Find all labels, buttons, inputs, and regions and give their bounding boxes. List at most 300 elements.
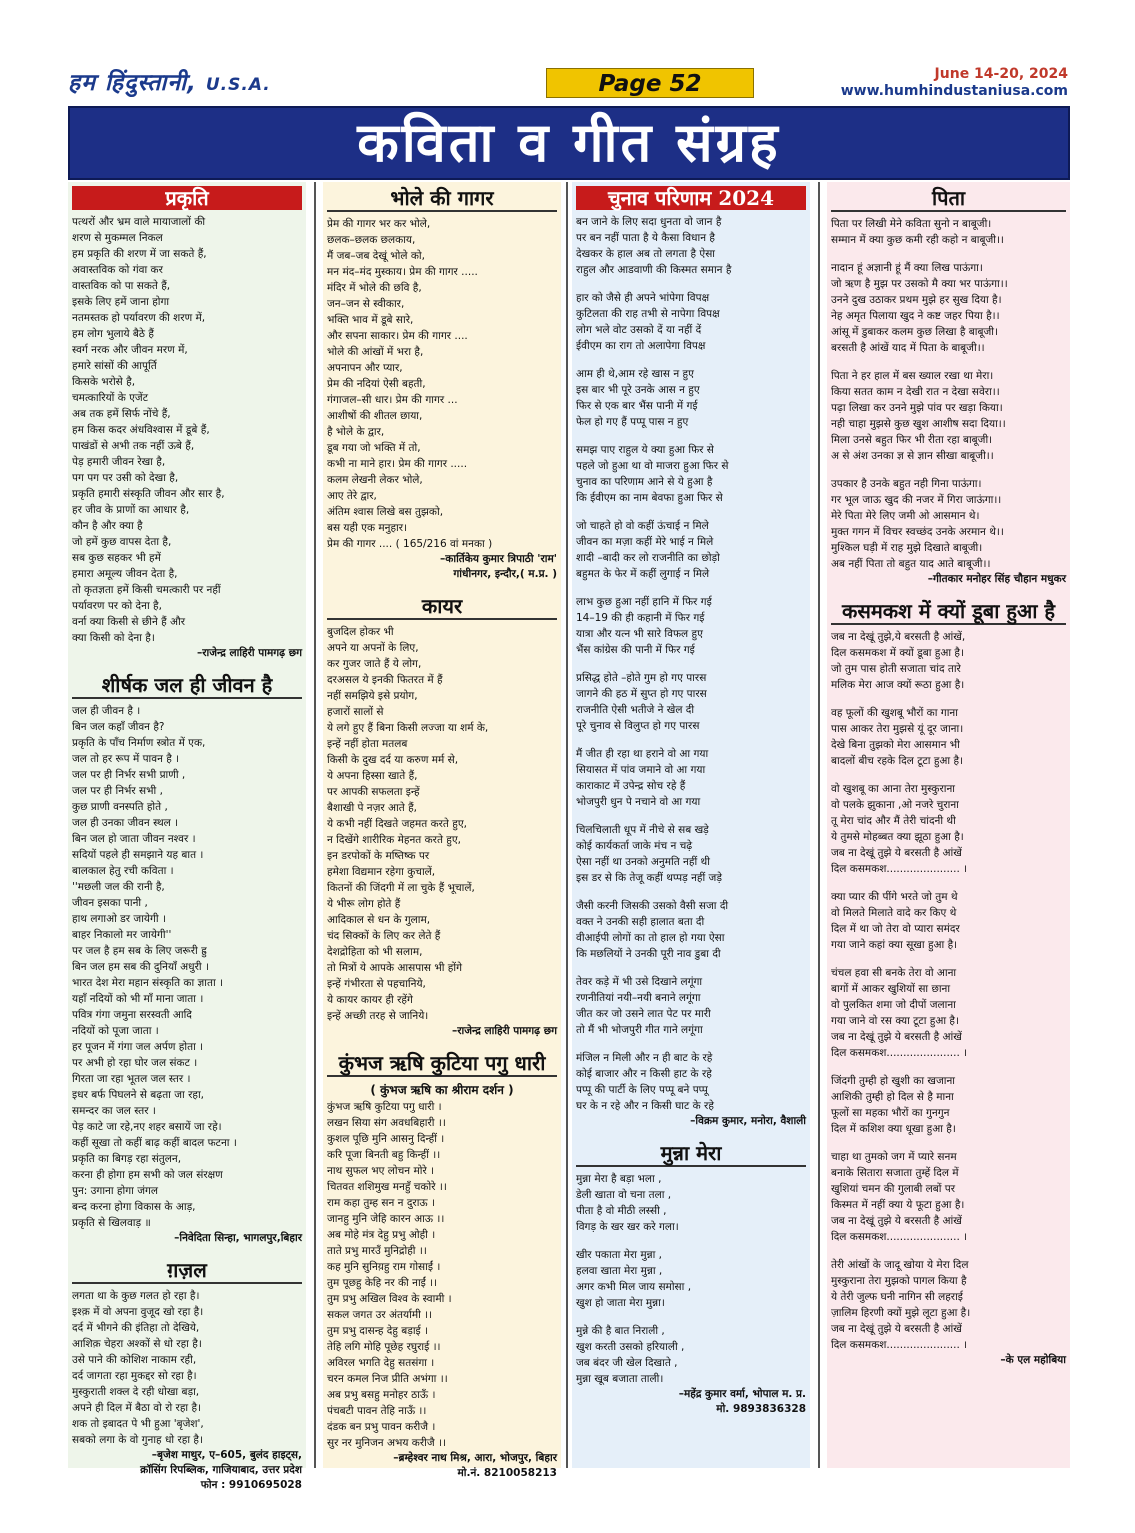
poem-line: जो चाहते हो वो कहीं ऊंचाई न मिले bbox=[576, 520, 709, 532]
poem-line: कि मछलियों ने उनकी पूरी नाव डुबा दी bbox=[576, 948, 721, 960]
poem-line: इस डर से कि तेजू कहीं थप्पड़ नहीं जड़े bbox=[576, 872, 722, 884]
poem-line: प्रकृति का बिगड़ रहा संतुलन, bbox=[72, 1153, 182, 1165]
poem-line: देखकर के हाल अब तो लगता है ऐसा bbox=[576, 248, 716, 260]
stanza-gap bbox=[576, 1235, 806, 1247]
poem-line: विगड़ के खर खर करे गला। bbox=[576, 1221, 679, 1233]
page-number: Page 52 bbox=[546, 68, 754, 98]
poem-line: पर्यावरण पर को देना है, bbox=[72, 600, 162, 612]
poem-line: उसे पाने की कोशिश नाकाम रही, bbox=[72, 1354, 197, 1366]
stanza-gap bbox=[576, 886, 806, 898]
poem-line: नहीं समझिये इसे प्रयोग, bbox=[327, 690, 418, 702]
stanza-gap bbox=[831, 1245, 1066, 1257]
poem-line: ''मछली जल की रानी है, bbox=[72, 881, 165, 893]
poem-line: जो तुम पास होती सजाता चांद तारे bbox=[831, 663, 961, 675]
poem-line: वर्ना क्या किसी से छीने हैं और bbox=[72, 616, 186, 628]
poem-line: पढ़ा लिखा कर उनने मुझे पांव पर खड़ा किया। bbox=[831, 402, 1003, 414]
poem-line: अपनापन और प्यार, bbox=[327, 362, 403, 374]
stanza-gap bbox=[576, 1038, 806, 1050]
poem-line: हमारा अमूल्य जीवन देता है, bbox=[72, 568, 178, 580]
poem-line: ये कभी नहीं दिखते जहमत करते हुए, bbox=[327, 818, 467, 830]
stanza-gap bbox=[831, 953, 1066, 965]
poem-line: भोले की आंखों में भरा है, bbox=[327, 346, 424, 358]
poem-line: खुश हो जाता मेरा मुन्ना। bbox=[576, 1297, 665, 1309]
poem-line: पीता है वो मीठी लस्सी , bbox=[576, 1205, 667, 1217]
poem-line: ज़ालिम हिरणी क्यों मुझे लूटा हुआ है। bbox=[831, 1307, 971, 1319]
poem-line: तो मैं भी भोजपुरी गीत गाने लगूंगा bbox=[576, 1024, 703, 1036]
poem-title: प्रकृति bbox=[72, 186, 302, 210]
poem-line: जीवन का मज़ा कहीं मेरे भाई न मिले bbox=[576, 536, 714, 548]
poem-line: कुछ प्राणी वनस्पति होते , bbox=[72, 801, 168, 813]
poem-line: कोई कार्यकर्ता जाके मंच न चढ़े bbox=[576, 840, 693, 852]
poem-line: चमत्कारियों के एजेंट bbox=[72, 392, 149, 404]
poem-line: चितवत शशिमुख मनहुँ चकोरे ।। bbox=[327, 1181, 447, 1193]
poem-line: मिला उनसे बहुत फिर भी रीता रहा बाबूजी। bbox=[831, 434, 993, 446]
poem-line: प्रकृति के पाँच निर्माण स्त्रोत में एक, bbox=[72, 737, 206, 749]
poem-line: मुक्त गगन में विचर स्वच्छंद उनके अरमान थे।। bbox=[831, 526, 1004, 538]
poem-line: करि पूजा बिनती बहु किन्हीं ।। bbox=[327, 1149, 441, 1161]
poem-line: दंडक बन प्रभु पावन करीजै । bbox=[327, 1421, 436, 1433]
poem-line: हम लोग भुलाये बैठे हैं bbox=[72, 328, 154, 340]
poem-line: इन्हें गंभीरता से पहचानिये, bbox=[327, 978, 426, 990]
poem-line: दिल कसमकश...................... । bbox=[831, 863, 968, 875]
poem-line: नतमस्तक हो पर्यावरण की शरण में, bbox=[72, 312, 206, 324]
poem-credit: –महेंद्र कुमार वर्मा, भोपाल म. प्र. bbox=[678, 1388, 806, 1400]
poem-line: दिल कसमकश में क्यों डूबा हुआ है। bbox=[831, 647, 964, 659]
poem-line: अब प्रभु बसहु मनोहर ठाऊँ । bbox=[327, 1389, 436, 1401]
poem-line: है भोले के द्वार, bbox=[327, 426, 385, 438]
poem-line: भोजपुरी धुन पे नचाने वो आ गया bbox=[576, 796, 701, 808]
poem-line: चंचल हवा सी बनके तेरा वो आना bbox=[831, 967, 957, 979]
poem-line: जैसी करनी जिसकी उसको वैसी सजा दी bbox=[576, 900, 729, 912]
poem-line: ऐसा नहीं था उनको अनुमति नहीं थी bbox=[576, 856, 710, 868]
poem-line: जागने की हठ में सुप्त हो गए पारस bbox=[576, 688, 707, 700]
poem-line: छलक–छलक छलकाय, bbox=[327, 234, 416, 246]
poem-line: जब ना देखूं तुझे ये बरसती है आंखें bbox=[831, 1215, 962, 1227]
poem-line: जब ना देखूं तुझे ये बरसती है आंखें bbox=[831, 1323, 962, 1335]
poem-line: सुर नर मुनिजन अभय करीजै ।। bbox=[327, 1437, 446, 1449]
poem-line: मुन्ना मेरा है बड़ा भला , bbox=[576, 1173, 662, 1185]
poem-line: हजारों सालों से bbox=[327, 706, 384, 718]
poem-line: दिल में कशिश क्या धूखा हुआ है। bbox=[831, 1123, 956, 1135]
poem-line: जल पर ही निर्भर सभी प्राणी , bbox=[72, 769, 186, 781]
poem-line: ताते प्रभु मारउँ मुनिद्रोही ।। bbox=[327, 1245, 427, 1257]
poem-line: शादी –बादी कर लो राजनीति का छोड़ो bbox=[576, 552, 720, 564]
poem-line: कुशल पूछि मुनि आसनु दिन्हीं । bbox=[327, 1133, 445, 1145]
poem-line: हमेशा विद्यमान रहेगा कुचालें, bbox=[327, 866, 436, 878]
stanza-gap bbox=[831, 464, 1066, 476]
poem-line: आशीषों की शीतल छाया, bbox=[327, 410, 423, 422]
poem-line: चाहा था तुमको जग में प्यारे सनम bbox=[831, 1151, 957, 1163]
poem-line: उपकार है उनके बहुत नही गिना पाऊंगा। bbox=[831, 478, 982, 490]
poem-line: तेवर कड़े में भी उसे दिखाने लगूंगा bbox=[576, 976, 703, 988]
poem-line: तेरी आंखों के जादू खोया ये मेरा दिल bbox=[831, 1259, 969, 1271]
poem-title: भोले की गागर bbox=[327, 186, 557, 212]
stanza-gap bbox=[831, 877, 1066, 889]
poem-line: चिलचिलाती धूप में नीचे से सब खड़े bbox=[576, 824, 709, 836]
poem-line: अंतिम श्वास लिखे बस तुझको, bbox=[327, 506, 444, 518]
poem-credit: क्रॉसिंग रिपब्लिक, गाजियाबाद, उत्तर प्रदेश bbox=[140, 1464, 302, 1476]
poem-line: वह फूलों की खुशबू भौरों का गाना bbox=[831, 707, 958, 719]
poem-line: जब ना देखूं तुझे,ये बरसती है आंखें, bbox=[831, 631, 966, 643]
poem-line: उनने दुख उठाकर प्रथम मुझे हर सुख दिया है। bbox=[831, 294, 1002, 306]
poem-credit: –राजेन्द्र लाहिरी पामगढ़ छग bbox=[451, 1025, 557, 1037]
poem-line: बरसती है आंखें याद में पिता के बाबूजी।। bbox=[831, 342, 985, 354]
poem-line: बिन जल हम सब की दुनियाँ अधुरी । bbox=[72, 961, 209, 973]
poem-line: किसी के दुख दर्द या करुण मर्म से, bbox=[327, 754, 459, 766]
poem-line: कह मुनि सुनिय़हु राम गोसाईं । bbox=[327, 1261, 441, 1273]
poem-line: क्या प्यार की पींगे भरते जो तुम थे bbox=[831, 891, 958, 903]
poem-title: कायर bbox=[327, 594, 557, 620]
poem-line: तो मित्रों ये आपके आसपास भी होंगे bbox=[327, 962, 463, 974]
poem-line: पूरे चुनाव से विलुप्त हो गए पारस bbox=[576, 720, 700, 732]
poem-line: सबको लगा के वो गुनाह धो रहा है। bbox=[72, 1434, 203, 1446]
poem-subtitle: ( कुंभज ऋषि का श्रीराम दर्शन ) bbox=[370, 1083, 514, 1097]
poem-line: जिंदगी तुम्ही हो खुशी का खजाना bbox=[831, 1075, 956, 1087]
poem-line: इधर बर्फ पिघलने से बढ़ता जा रहा, bbox=[72, 1089, 205, 1101]
poem-line: कर गुजर जाते हैं ये लोग, bbox=[327, 658, 422, 670]
poem-line: अविरल भगति देहु सतसंगा । bbox=[327, 1357, 435, 1369]
poem-line: बुजदिल होकर भी bbox=[327, 626, 394, 638]
poem-line: मुन्ना खूब बजाता ताली। bbox=[576, 1373, 664, 1385]
poem-line: इन्हें नहीं होता मतलब bbox=[327, 738, 408, 750]
poem-line: पाखंडों से अभी तक नहीं ऊबे हैं, bbox=[72, 440, 195, 452]
poem-credit: –गीतकार मनोहर सिंह चौहान मधुकर bbox=[927, 573, 1066, 585]
poem-line: वक्त ने उनकी सही हालात बता दी bbox=[576, 916, 705, 928]
poem-credit: –बृजेश माथुर, ए–605, बुलंद हाइट्स, bbox=[151, 1449, 302, 1461]
poem-line: डूब गया जो भक्ति में तो, bbox=[327, 442, 421, 454]
poem-line: जल पर ही निर्भर सभी , bbox=[72, 785, 163, 797]
poem-credit: –ब्रम्हेश्वर नाथ मिश्र, आरा, भोजपुर, बिहार bbox=[393, 1452, 557, 1464]
poem-line: अगर कभी मिल जाय समोसा , bbox=[576, 1281, 692, 1293]
poem-line: लाभ कुछ हुआ नहीं हानि में फिर गई bbox=[576, 596, 712, 608]
poem-line: यात्रा और यत्न भी सारे विफल हुए bbox=[576, 628, 703, 640]
poem-line: मेरे पिता मेरे लिए जमी ओ आसमान थे। bbox=[831, 510, 980, 522]
poem-line: काराकाट में उपेन्द्र सोच रहे हैं bbox=[576, 780, 686, 792]
stanza-gap bbox=[576, 810, 806, 822]
poem-line: खीर पकाता मेरा मुन्ना , bbox=[576, 1249, 663, 1261]
poem-line: पंचबटी पावन तेहि नाऊँ ।। bbox=[327, 1405, 427, 1417]
poem-line: गया जाने कहां क्या सूखा हुआ है। bbox=[831, 939, 958, 951]
poem-line: ये लगे हुए हैं बिना किसी लज्जा या शर्म के, bbox=[327, 722, 489, 734]
poem-line: जीत कर जो उसने लात पेट पर मारी bbox=[576, 1008, 711, 1020]
poem-title: शीर्षक जल ही जीवन है bbox=[72, 673, 302, 699]
poem-line: रणनीतियां नयी–नयी बनाने लगूंगा bbox=[576, 992, 701, 1004]
stanza-gap bbox=[831, 248, 1066, 260]
poem-line: गर भूल जाऊ खुद की नजर में गिरा जाऊंगा।। bbox=[831, 494, 1002, 506]
poem-line: चुनाव का परिणाम आने से ये हुआ है bbox=[576, 476, 713, 488]
poem-line: प्रसिद्ध होते –होते गुम हो गए पारस bbox=[576, 672, 707, 684]
stanza-gap bbox=[576, 962, 806, 974]
poem-line: अब तक हमें सिर्फ नोंचे हैं, bbox=[72, 408, 171, 420]
poem-line: लोग भले वोट उसको दें या नहीं दें bbox=[576, 324, 702, 336]
poem-line: जल तो हर रूप में पावन है । bbox=[72, 753, 180, 765]
poem-line: मुस्कुराना तेरा मुझको पागल किया है bbox=[831, 1275, 967, 1287]
poem-line: नाथ सुफल भए लोचन मोरे । bbox=[327, 1165, 435, 1177]
poem-line: शक तो इबादत पे भी हुआ 'बृजेश', bbox=[72, 1418, 204, 1430]
poem-line: तो कृतज्ञता हमें किसी चमत्कारी पर नहीं bbox=[72, 584, 221, 596]
column-divider bbox=[818, 182, 820, 1468]
poem-line: पिता पर लिखी मेने कविता सुनो न बाबूजी। bbox=[831, 218, 992, 230]
poem-line: आए तेरे द्वार, bbox=[327, 490, 377, 502]
poem-credit: –विक्रम कुमार, मनोरा, वैशाली bbox=[690, 1115, 806, 1127]
poem-line: इन्हें अच्छी तरह से जानिये। bbox=[327, 1010, 429, 1022]
poem-line: किस्मत में नहीं क्या ये फूटा हुआ है। bbox=[831, 1199, 965, 1211]
poem-line: बस यही एक मनुहार। bbox=[327, 522, 408, 534]
column-1 bbox=[68, 182, 306, 1491]
poem-line: ये तेरी जुल्फ घनी नागिन सी लहराई bbox=[831, 1291, 963, 1303]
poem-line: सब कुछ सहकर भी हमें bbox=[72, 552, 161, 564]
poem-line: नदियों को पूजा जाता । bbox=[72, 1025, 159, 1037]
poem-line: पिता ने हर हाल में बस ख्याल रखा था मेरा। bbox=[831, 370, 994, 382]
column-divider bbox=[314, 182, 316, 1468]
poem-line: राम कहा तुम्ह सन न दुराऊ । bbox=[327, 1197, 435, 1209]
poem-line: हमारे सांसों की आपूर्ति bbox=[72, 360, 157, 372]
poem-line: मैं जीत ही रहा था हराने वो आ गया bbox=[576, 748, 709, 760]
poem-credit: मो.नं. 8210058213 bbox=[457, 1467, 557, 1479]
poem-line: किसके भरोसे है, bbox=[72, 376, 136, 388]
poem-line: मंदिर में भोले की छवि है, bbox=[327, 282, 422, 294]
poem-line: मैं जब–जब देखूं भोले को, bbox=[327, 250, 425, 262]
poem-line: इसके लिए हमें जाना होगा bbox=[72, 296, 170, 308]
poem-title: मुन्ना मेरा bbox=[576, 1141, 806, 1167]
poem-line: प्रकृति से खिलवाड़ ॥ bbox=[72, 1217, 151, 1229]
poem-line: आम ही थे,आम रहे खास न हुए bbox=[576, 368, 694, 380]
poem-line: बहुमत के फेर में कहीं लुगाई न मिले bbox=[576, 568, 710, 580]
poem-line: अब नहीं पिता तो बहुत याद आते बाबूजी।। bbox=[831, 558, 991, 570]
poem-line: पर अभी हो रहा घोर जल संकट । bbox=[72, 1057, 198, 1069]
poem-title: चुनाव परिणाम 2024 bbox=[576, 186, 806, 210]
stanza-gap bbox=[831, 1061, 1066, 1073]
brand-suffix: U.S.A. bbox=[205, 75, 271, 95]
poem-line: बन जाने के लिए सदा धुनता वो जान है bbox=[576, 216, 722, 228]
brand-name: हम हिंदुस्तानी, bbox=[68, 70, 197, 96]
poem-line: जानहु मुनि जेहि कारन आऊ ।। bbox=[327, 1213, 445, 1225]
poem-line: कि ईवीएम का नाम बेवफा हुआ फिर से bbox=[576, 492, 723, 504]
stanza-gap bbox=[576, 734, 806, 746]
poem-line: हलवा खाता मेरा मुन्ना , bbox=[576, 1265, 663, 1277]
poem-line: भक्ति भाव में डूबे सारे, bbox=[327, 314, 414, 326]
poem-line: स्वर्ग नरक और जीवन मरण में, bbox=[72, 344, 188, 356]
poem-credit: –के एल महोबिया bbox=[1000, 1354, 1066, 1366]
poem-line: समझ पाए राहुल ये क्या हुआ फिर से bbox=[576, 444, 714, 456]
poem-line: जब ना देखूं तुझे ये बरसती है आंखें bbox=[831, 1031, 962, 1043]
poem-line: तुम पूछहु केहि नर की नाईं ।। bbox=[327, 1277, 438, 1289]
poem-line: तुम प्रभु अखिल विश्व के स्वामी । bbox=[327, 1293, 452, 1305]
poem-line: दिल कसमकश...................... । bbox=[831, 1231, 968, 1243]
poem-gap bbox=[831, 587, 1066, 599]
website-link[interactable]: www.humhindustaniusa.com bbox=[840, 83, 1068, 99]
poem-gap bbox=[72, 1246, 302, 1258]
poem-line: नादान हूं अज्ञानी हूं मैं क्या लिख पाऊंगा। bbox=[831, 262, 983, 274]
poem-line: बन्द करना होगा विकास के आड़, bbox=[72, 1201, 196, 1213]
poem-line: ये अपना हिस्सा खाते हैं, bbox=[327, 770, 418, 782]
poem-line: कभी ना माने हार। प्रेम की गागर ..... bbox=[327, 458, 468, 470]
poem-line: प्रेम की नदियां ऐसी बहती, bbox=[327, 378, 426, 390]
poem-line: कौन है और क्या है bbox=[72, 520, 143, 532]
poem-line: देखे बिना तुझको मेरा आसमान भी bbox=[831, 739, 960, 751]
poem-line: हर जीव के प्राणों का आधार है, bbox=[72, 504, 190, 516]
poem-title: पिता bbox=[831, 186, 1066, 212]
stanza-gap bbox=[576, 430, 806, 442]
stanza-gap bbox=[576, 582, 806, 594]
poem-line: ये तुमसे मोहब्बत क्या झूठा हुआ है। bbox=[831, 831, 964, 843]
poem-line: प्रकृति हमारी संस्कृति जीवन और सार है, bbox=[72, 488, 225, 500]
poem-line: बनाके सितारा सजाता तुम्हें दिल में bbox=[831, 1167, 959, 1179]
poem-line: और सपना साकार। प्रेम की गागर .... bbox=[327, 330, 468, 342]
poem-line: फेल हो गए हैं पप्पू पास न हुए bbox=[576, 416, 689, 428]
poem-line: हम प्रकृति की शरण में जा सकते हैं, bbox=[72, 248, 207, 260]
poem-gap bbox=[72, 661, 302, 673]
poem-title: कसमकश में क्यों डूबा हुआ है bbox=[831, 599, 1066, 625]
poem-line: पास आकर तेरा मुझसे यूं दूर जाना। bbox=[831, 723, 964, 735]
poem-line: आशिकी तुम्ही हो दिल से है माना bbox=[831, 1091, 954, 1103]
stanza-gap bbox=[576, 278, 806, 290]
poem-line: ये कायर कायर ही रहेंगे bbox=[327, 994, 413, 1006]
poem-line: सकल जगत उर अंतर्यामी ।। bbox=[327, 1309, 433, 1321]
column-4 bbox=[827, 182, 1070, 1468]
stanza-gap bbox=[831, 769, 1066, 781]
poem-line: आंसू में डुबाकर कलम कुछ लिखा है बाबूजी। bbox=[831, 326, 998, 338]
poem-line: किया सतत काम न देखी रात न देखा सवेरा।। bbox=[831, 386, 1000, 398]
poem-line: वो पुलकित शमा जो दीपों जलाना bbox=[831, 999, 956, 1011]
poem-line: हाथ लगाओ डर जायेगी । bbox=[72, 913, 166, 925]
poem-line: फूलों सा महका भौरों का गुनगुन bbox=[831, 1107, 950, 1119]
poem-line: हार को जैसे ही अपने भांपेगा विपक्ष bbox=[576, 292, 710, 304]
poem-line: खुशियां चमन की गुलाबी लबों पर bbox=[831, 1183, 956, 1195]
poem-line: वो पलके झुकाना ,ओ नजरे चुराना bbox=[831, 799, 959, 811]
poem-line: न दिखेंगे शारीरिक मेहनत करते हुए, bbox=[327, 834, 461, 846]
poem-line: बाहर निकालो मर जायेगी'' bbox=[72, 929, 172, 941]
poem-line: पेड़ हमारी जीवन रेखा है, bbox=[72, 456, 166, 468]
poem-line: मंजिल न मिली और न ही बाट के रहे bbox=[576, 1052, 713, 1064]
section-banner: कविता व गीत संग्रह bbox=[68, 106, 1070, 180]
poem-line: कुंभज ऋषि कुटिया पगु धारी । bbox=[327, 1101, 442, 1113]
poem-credit: –राजेन्द्र लाहिरी पामगढ़ छग bbox=[196, 647, 302, 659]
poem-line: घर के न रहे और न किसी घाट के रहे bbox=[576, 1100, 714, 1112]
poem-line: पवित्र गंगा जमुना सरस्वती आदि bbox=[72, 1009, 192, 1021]
poem-gap bbox=[831, 1368, 1066, 1380]
poem-line: दिल में था जो तेरा वो प्यारा समंदर bbox=[831, 923, 960, 935]
poem-line: भारत देश मेरा महान संस्कृति का ज्ञाता । bbox=[72, 977, 224, 989]
poem-title: ग़ज़ल bbox=[72, 1258, 302, 1284]
poem-credit: –निवेदिता सिन्हा, भागलपुर,बिहार bbox=[174, 1232, 302, 1244]
poem-line: तेहि लगि मोहि पूछेह रघुराई ।। bbox=[327, 1341, 441, 1353]
poem-line: इश्क़ में वो अपना वुजूद खो रहा है। bbox=[72, 1306, 204, 1318]
poem-line: मुन्ने की है बात निराली , bbox=[576, 1325, 665, 1337]
poem-line: फिर से एक बार भैंस पानी में गई bbox=[576, 400, 698, 412]
column-divider bbox=[566, 182, 568, 1468]
poem-line: पप्पू की पार्टी के लिए पप्पू बने पप्पू bbox=[576, 1084, 708, 1096]
poem-line: सियासत में पांव जमाने वो आ गया bbox=[576, 764, 706, 776]
poem-line: कलम लेखनी लेकर भोले, bbox=[327, 474, 423, 486]
poem-line: मुश्किल घड़ी में राह मुझे दिखाते बाबूजी। bbox=[831, 542, 983, 554]
stanza-gap bbox=[576, 506, 806, 518]
poem-line: यहाँ नदियों को भी माँ माना जाता । bbox=[72, 993, 204, 1005]
poem-line: प्रेम की गागर .... ( 165/216 वां मनका ) bbox=[327, 538, 493, 550]
poem-line: जब बंदर जी खेल दिखाते , bbox=[576, 1357, 678, 1369]
poem-line: देशद्रोहिता को भी सलाम, bbox=[327, 946, 423, 958]
poem-line: तू मेरा चांद और मैं तेरी चांदनी थी bbox=[831, 815, 956, 827]
poem-line: पर आपकी सफलता इन्हें bbox=[327, 786, 420, 798]
poem-line: क्या किसी को देना है। bbox=[72, 632, 155, 644]
poem-line: हर पूजन में गंगा जल अर्पण होता । bbox=[72, 1041, 204, 1053]
poem-gap bbox=[576, 1129, 806, 1141]
poem-line: दिल कसमकश...................... । bbox=[831, 1339, 968, 1351]
poem-line: मन मंद–मंद मुस्काय। प्रेम की गागर ..... bbox=[327, 266, 478, 278]
poem-line: पत्थरों और भ्रम वाले मायाजालों की bbox=[72, 216, 206, 228]
poem-line: बैशाखी पे नज़र आते हैं, bbox=[327, 802, 418, 814]
poem-line: दर्द में भीगने की इंतिहा तो देखिये, bbox=[72, 1322, 200, 1334]
poem-line: ईवीएम का राग तो अलापेगा विपक्ष bbox=[576, 340, 706, 352]
poem-line: राजनीति ऐसी भतीजे ने खेल दी bbox=[576, 704, 695, 716]
poem-gap bbox=[327, 1039, 557, 1051]
poem-line: अ से अंश उनका ज्ञ से ज्ञान सीखा बाबूजी।। bbox=[831, 450, 994, 462]
poem-gap bbox=[72, 1493, 302, 1505]
poem-line: आदिकाल से धन के गुलाम, bbox=[327, 914, 431, 926]
poem-line: चंद सिक्कों के लिए कर लेते हैं bbox=[327, 930, 441, 942]
poem-credit: –कार्तिकेय कुमार त्रिपाठी 'राम' bbox=[440, 553, 557, 565]
poem-credit: गांधीनगर, इन्दौर,( म.प्र. ) bbox=[453, 568, 557, 580]
poem-line: इन डरपोकों के मष्तिष्क पर bbox=[327, 850, 430, 862]
poem-line: मुस्कुराती शक्ल दे रही धोखा बड़ा, bbox=[72, 1386, 200, 1398]
poem-line: दरअसल ये इनकी फितरत में हैं bbox=[327, 674, 443, 686]
poem-line: गिरता जा रहा भूतल जल स्तर । bbox=[72, 1073, 191, 1085]
stanza-gap bbox=[576, 658, 806, 670]
poem-line: लखन सिया संग अवधबिहारी ।। bbox=[327, 1117, 446, 1129]
poem-line: गया जाने वो रस क्या टूटा हुआ है। bbox=[831, 1015, 959, 1027]
poem-line: करना ही होगा हम सभी को जल संरक्षण bbox=[72, 1169, 223, 1181]
poem-line: तुम प्रभु दासन्ह देहु बड़ाई । bbox=[327, 1325, 429, 1337]
poem-line: पर बन नहीं पाता है ये कैसा विधान है bbox=[576, 232, 715, 244]
poem-line: राहुल और आडवाणी की किस्मत समान है bbox=[576, 264, 732, 276]
poem-line: चरन कमल निज प्रीति अभंगा ।। bbox=[327, 1373, 448, 1385]
poem-line: जन–जन से स्वीकार, bbox=[327, 298, 405, 310]
poem-line: कुटिलता की राह तभी से नापेगा विपक्ष bbox=[576, 308, 720, 320]
poem-line: गंगाजल–सी धार। प्रेम की गागर ... bbox=[327, 394, 458, 406]
stanza-gap bbox=[831, 1137, 1066, 1149]
brand-logo bbox=[68, 66, 271, 100]
poem-line: जो ऋण है मुझ पर उसको मै क्या भर पाऊंगा।। bbox=[831, 278, 1008, 290]
masthead bbox=[68, 66, 1070, 100]
poem-line: वास्तविक को पा सकते हैं, bbox=[72, 280, 171, 292]
poem-line: कितनों की जिंदगी में ला चुके हैं भूचालें, bbox=[327, 882, 475, 894]
poem-line: अवास्तविक को गंवा कर bbox=[72, 264, 163, 276]
poem-line: भैंस कांग्रेस की पानी में फिर गई bbox=[576, 644, 695, 656]
poem-gap bbox=[327, 582, 557, 594]
poem-line: अब मोहे मंत्र देहु प्रभु ओही । bbox=[327, 1229, 436, 1241]
poem-line: जल ही उनका जीवन स्थल । bbox=[72, 817, 179, 829]
poem-line: पुन: उगाना होगा जंगल bbox=[72, 1185, 159, 1197]
poem-title: कुंभज ऋषि कुटिया पगु धारी bbox=[327, 1051, 557, 1077]
poem-line: कहीं सूखा तो कहीं बाढ़ कहीं बादल फटना । bbox=[72, 1137, 237, 1149]
poem-line: लगता था के कुछ गलत हो रहा है। bbox=[72, 1290, 200, 1302]
poem-gap bbox=[576, 1417, 806, 1429]
poem-line: इस बार भी पूरे उनके आस न हुए bbox=[576, 384, 700, 396]
poem-line: शरण से मुकम्मल निकल bbox=[72, 232, 163, 244]
poem-line: समन्दर का जल स्तर । bbox=[72, 1105, 156, 1117]
poem-line: दर्द जागता रहा मुकद्दर सो रहा है। bbox=[72, 1370, 197, 1382]
poem-line: प्रेम की गागर भर कर भोले, bbox=[327, 218, 431, 230]
poem-line: डेली खाता वो चना तला , bbox=[576, 1189, 672, 1201]
stanza-gap bbox=[576, 1311, 806, 1323]
column-3 bbox=[572, 182, 810, 1468]
column-2 bbox=[323, 182, 561, 1479]
poem-line: सम्मान में क्या कुछ कमी रही कहो न बाबूजी।। bbox=[831, 234, 1004, 246]
stanza-gap bbox=[831, 693, 1066, 705]
poem-line: मलिक मेरा आज क्यों रूठा हुआ है। bbox=[831, 679, 965, 691]
poem-line: बिन जल कहाँ जीवन है? bbox=[72, 721, 165, 733]
poem-line: खुश करती उसको हरियाली , bbox=[576, 1341, 685, 1353]
